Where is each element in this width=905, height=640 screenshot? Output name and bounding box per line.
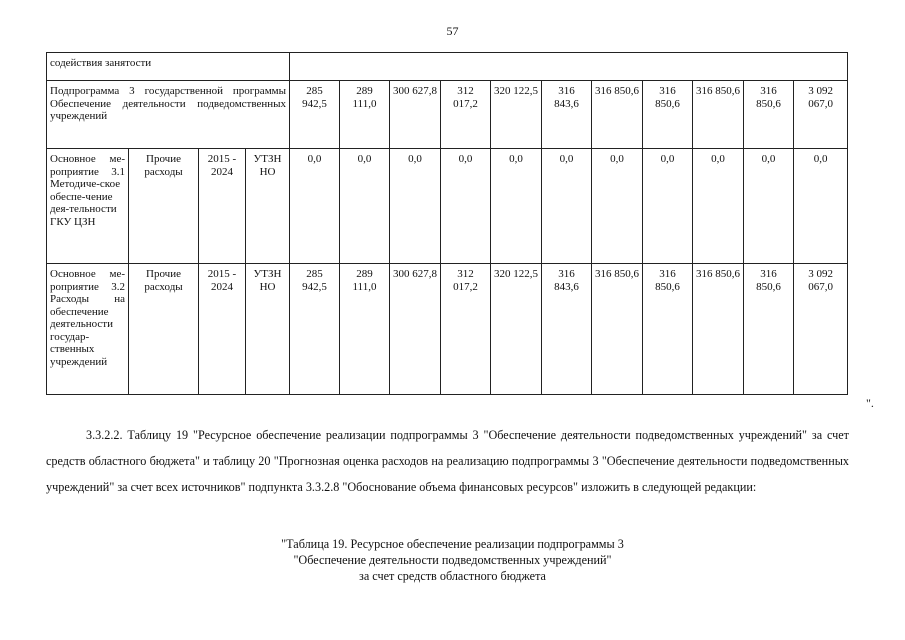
value-cell: 312 017,2 bbox=[441, 264, 491, 395]
value-cell: 0,0 bbox=[693, 149, 744, 264]
value-cell: 0,0 bbox=[491, 149, 542, 264]
executor-cell: УТЗН НО bbox=[246, 149, 290, 264]
table-caption bbox=[0, 536, 905, 584]
table-row-activity-3-1 bbox=[47, 149, 848, 264]
closing-quote: ". bbox=[866, 396, 874, 410]
value-cell: 316 850,6 bbox=[693, 264, 744, 395]
value-cell: 316 850,6 bbox=[643, 81, 693, 149]
value-cell: 316 850,6 bbox=[693, 81, 744, 149]
caption-line-2: "Обеспечение деятельности подведомственных учреждений" bbox=[293, 553, 612, 567]
executor-cell: УТЗН НО bbox=[246, 264, 290, 395]
value-cell: 0,0 bbox=[290, 149, 340, 264]
caption-line-1: "Таблица 19. Ресурсное обеспечение реализации подпрограммы 3 bbox=[281, 537, 624, 551]
value-cell: 316 850,6 bbox=[744, 264, 794, 395]
value-cell: 316 843,6 bbox=[542, 81, 592, 149]
value-cell: 0,0 bbox=[441, 149, 491, 264]
total-value-cell: 0,0 bbox=[794, 149, 848, 264]
value-cell: 0,0 bbox=[744, 149, 794, 264]
page-number: 57 bbox=[446, 24, 459, 38]
activity-name-cell: Основное ме-роприятие 3.2 Расходы на обеспечение деятельности государ-ственных учреждений bbox=[47, 264, 129, 395]
expense-type-cell: Прочие расходы bbox=[129, 264, 199, 395]
value-cell: 289 111,0 bbox=[340, 81, 390, 149]
value-cell: 289 111,0 bbox=[340, 264, 390, 395]
table-row-activity-3-2 bbox=[47, 264, 848, 395]
caption-line-3: за счет средств областного бюджета bbox=[359, 569, 546, 583]
continuation-empty-cell bbox=[290, 53, 848, 81]
period-cell: 2015 - 2024 bbox=[199, 149, 246, 264]
value-cell: 316 850,6 bbox=[592, 81, 643, 149]
value-cell: 316 843,6 bbox=[542, 264, 592, 395]
total-value-cell: 3 092 067,0 bbox=[794, 264, 848, 395]
continuation-cell: содействия занятости bbox=[47, 53, 290, 81]
value-cell: 320 122,5 bbox=[491, 264, 542, 395]
value-cell: 285 942,5 bbox=[290, 264, 340, 395]
amendment-paragraph: 3.3.2.2. Таблицу 19 "Ресурсное обеспечение реализации подпрограммы 3 "Обеспечение деятельности подведомственных учреждений" за счет средств областного бюджета" и таблицу 20 "Прогнозная оценка расходов на реализацию подпрограммы 3 "Обеспечение деятельности подведомственных учреждений" за счет всех источников" подпункта 3.3.2.8 "Обоснование объема финансовых ресурсов" изложить в следующей редакции: bbox=[46, 428, 849, 494]
table-row-subprogram bbox=[47, 81, 848, 149]
value-cell: 316 850,6 bbox=[744, 81, 794, 149]
value-cell: 0,0 bbox=[390, 149, 441, 264]
value-cell: 285 942,5 bbox=[290, 81, 340, 149]
value-cell: 300 627,8 bbox=[390, 264, 441, 395]
value-cell: 300 627,8 bbox=[390, 81, 441, 149]
value-cell: 312 017,2 bbox=[441, 81, 491, 149]
value-cell: 0,0 bbox=[643, 149, 693, 264]
value-cell: 316 850,6 bbox=[643, 264, 693, 395]
budget-table bbox=[46, 52, 848, 395]
period-cell: 2015 - 2024 bbox=[199, 264, 246, 395]
value-cell: 316 850,6 bbox=[592, 264, 643, 395]
table-row-continuation bbox=[47, 53, 848, 81]
value-cell: 0,0 bbox=[592, 149, 643, 264]
total-value-cell: 3 092 067,0 bbox=[794, 81, 848, 149]
value-cell: 320 122,5 bbox=[491, 81, 542, 149]
value-cell: 0,0 bbox=[542, 149, 592, 264]
value-cell: 0,0 bbox=[340, 149, 390, 264]
expense-type-cell: Прочие расходы bbox=[129, 149, 199, 264]
activity-name-cell: Основное ме-роприятие 3.1 Методиче-ское обеспе-чение дея-тельности ГКУ ЦЗН bbox=[47, 149, 129, 264]
subprogram-name-cell: Подпрограмма 3 государственной программы Обеспечение деятельности подведомственных учреждений bbox=[47, 81, 290, 149]
